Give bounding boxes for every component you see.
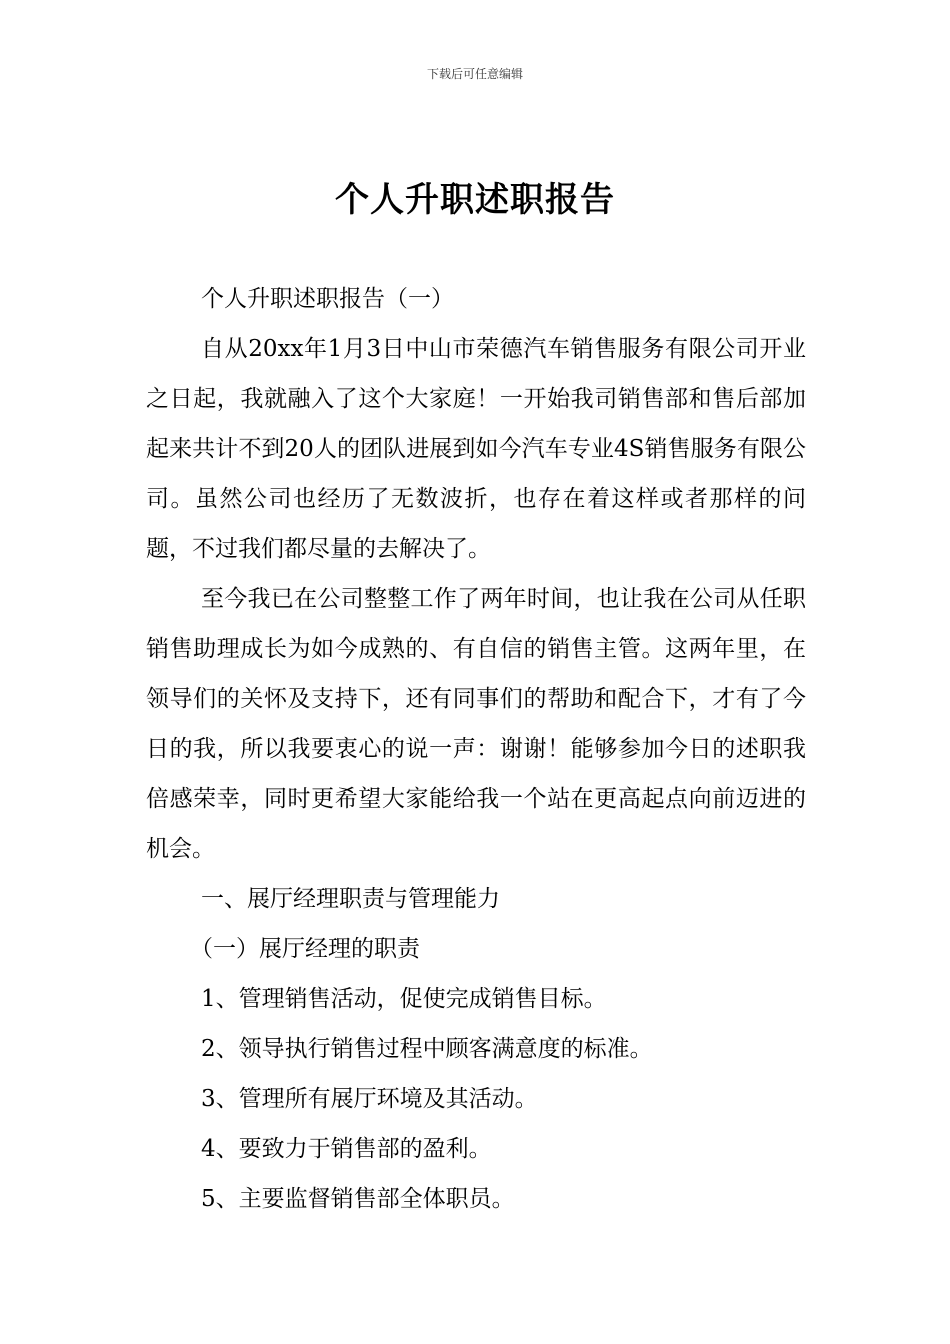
list-item: 2、领导执行销售过程中顾客满意度的标准。 [201, 1036, 653, 1062]
header-note: 下载后可任意编辑 [426, 67, 523, 81]
subheading: （一）展厅经理的职责 [190, 936, 420, 962]
list-item: 5、主要监督销售部全体职员。 [201, 1186, 515, 1212]
paragraph: 至今我已在公司整整工作了两年时间，也让我在公司从任职销售助理成长为如今成熟的、有自信的销售主管。这两年里，在领导们的关怀及支持下，还有同事们的帮助和配合下，才有了今日的我，所以我要衷心的说一声：谢谢！能够参加今日的述职我倍感荣幸，同时更希望大家能给我一个站在更高起点向前迈进的机会。 [146, 586, 806, 862]
list-item: 1、管理销售活动，促使完成销售目标。 [201, 986, 607, 1012]
document-body [146, 274, 806, 1224]
document-title: 个人升职述职报告 [335, 180, 615, 220]
paragraph: 自从20xx年1月3日中山市荣德汽车销售服务有限公司开业之日起，我就融入了这个大家庭！一开始我司销售部和售后部加起来共计不到20人的团队进展到如今汽车专业4S销售服务有限公司。虽然公司也经历了无数波折，也存在着这样或者那样的问题，不过我们都尽量的去解决了。 [146, 336, 806, 562]
list-item: 3、管理所有展厅环境及其活动。 [201, 1086, 538, 1112]
subheading: 一、展厅经理职责与管理能力 [201, 886, 500, 912]
section-heading: 个人升职述职报告（一） [201, 286, 454, 312]
list-item: 4、要致力于销售部的盈利。 [201, 1136, 492, 1162]
